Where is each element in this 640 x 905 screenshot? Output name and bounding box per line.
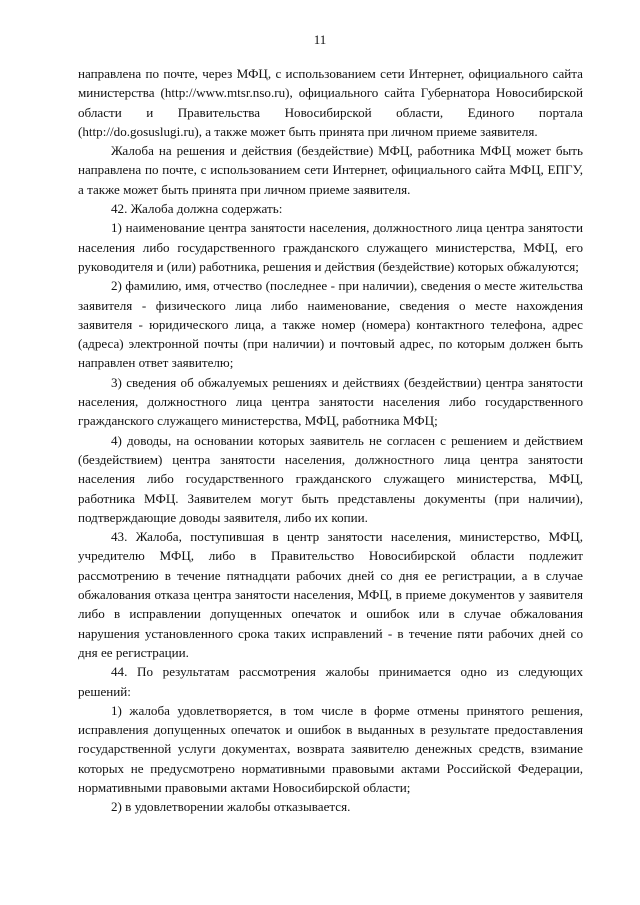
page-number: 11: [313, 32, 327, 47]
clause-44-item-2: 2) в удовлетворении жалобы отказывается.: [111, 799, 351, 815]
document-body: [78, 64, 583, 817]
paragraph-mfc-complaint: Жалоба на решения и действия (бездействие) МФЦ, работника МФЦ может быть направлена по почте, с использованием сети Интернет, официального сайта МФЦ, ЕПГУ, а также может быть принята при личном приеме заявителя.: [78, 143, 583, 197]
clause-42-heading: 42. Жалоба должна содержать:: [111, 201, 283, 217]
clause-43: 43. Жалоба, поступившая в центр занятости населения, министерство, МФЦ, учредителю МФЦ, либо в Правительство Новосибирской области подлежит рассмотрению в течение пятнадцати рабочих дней со дня ее регистрации, а в случае обжалования отказа центра занятости населения, МФЦ, в приеме документов у заявителя либо в исправлении допущенных опечаток и ошибок или в случае обжалования нарушения установленного срока таких исправлений - в течение пяти рабочих дней со дня ее регистрации.: [78, 529, 583, 660]
clause-42-item-1: 1) наименование центра занятости населения, должностного лица центра занятости населения либо государственного гражданского служащего министерства, МФЦ, его руководителя и (или) работника, решения и действия (бездействие) которых обжалуются;: [78, 220, 583, 274]
clause-42-item-4: 4) доводы, на основании которых заявитель не согласен с решением и действием (бездействием) центра занятости населения, должностного лица центра занятости населения либо государственного гражданского служащего министерства, МФЦ, работника МФЦ. Заявителем могут быть представлены документы (при наличии), подтверждающие доводы заявителя, либо их копии.: [78, 432, 583, 525]
paragraph-continuation: направлена по почте, через МФЦ, с использованием сети Интернет, официального сайта министерства (http://www.mtsr.nso.ru), официального сайта Губернатора Новосибирской области и Правительства Новосибирской области, Единого портала (http://do.gosuslugi.ru), а также может быть принята при личном приеме заявителя.: [78, 66, 583, 139]
clause-42-item-2: 2) фамилию, имя, отчество (последнее - при наличии), сведения о месте жительства заявителя - физического лица либо наименование, сведения о месте нахождения заявителя - юридического лица, а также номер (номера) контактного телефона, адрес (адреса) электронной почты (при наличии) и почтовый адрес, по которым должен быть направлен ответ заявителю;: [78, 278, 583, 371]
clause-44-heading: 44. По результатам рассмотрения жалобы принимается одно из следующих решений:: [78, 664, 583, 699]
clause-42-item-3: 3) сведения об обжалуемых решениях и действиях (бездействии) центра занятости населения, должностного лица центра занятости населения либо государственного гражданского служащего министерства, МФЦ, работника МФЦ;: [78, 374, 583, 429]
clause-44-item-1: 1) жалоба удовлетворяется, в том числе в форме отмены принятого решения, исправления допущенных опечаток и ошибок в выданных в результате предоставления государственной услуги документах, возврата заявителю денежных средств, взимание которых не предусмотрено нормативными правовыми актами Российской Федерации, нормативными правовыми актами Новосибирской области;: [78, 702, 583, 795]
